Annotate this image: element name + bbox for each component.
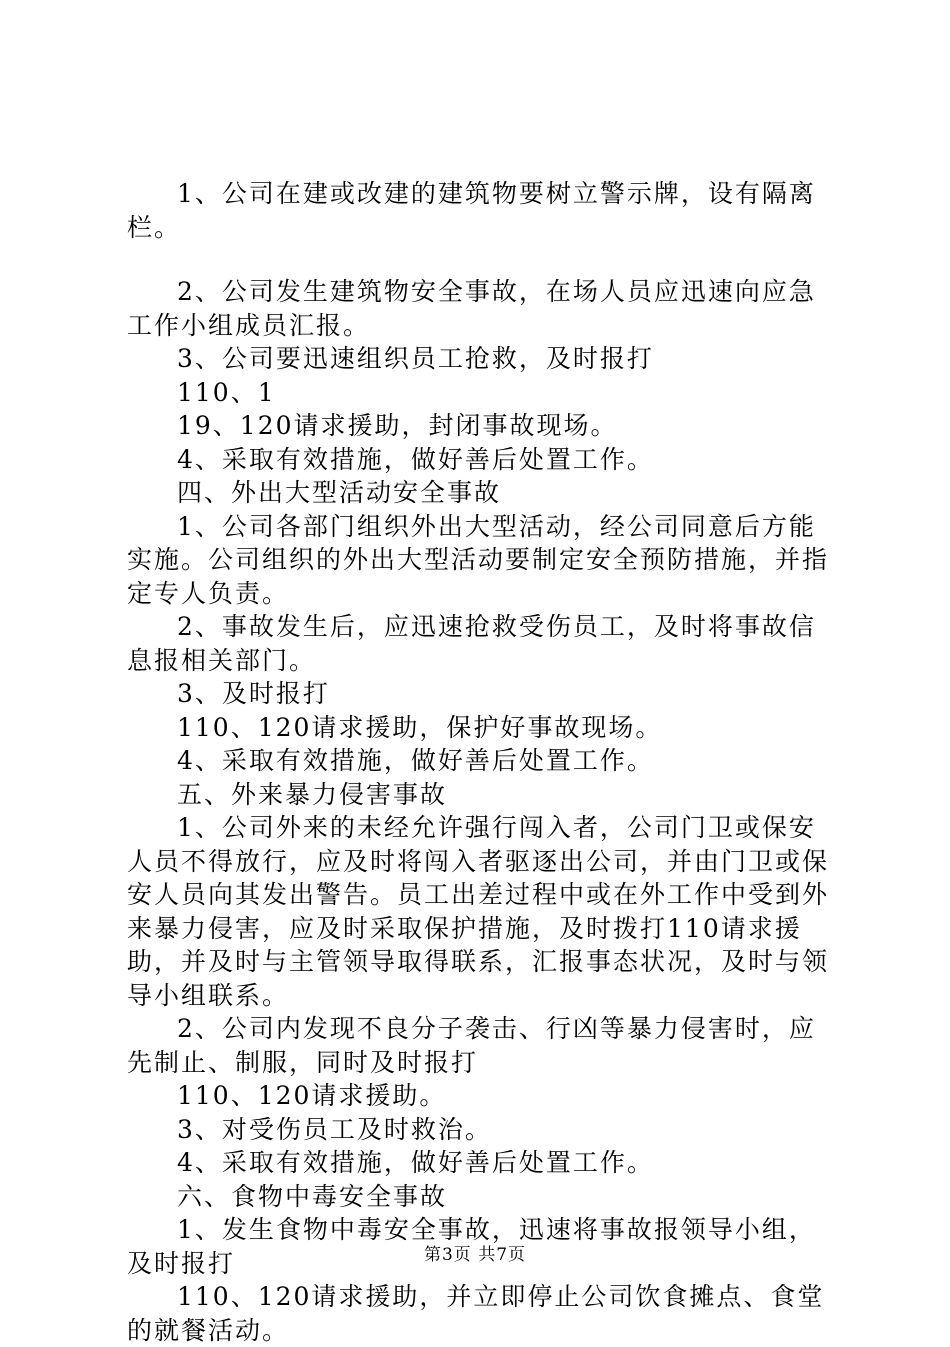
paragraph: 4、采取有效措施，做好善后处置工作。 [177,746,654,775]
paragraph: 110、120请求援助，保护好事故现场。 [177,712,663,742]
paragraph: 110、1 [177,377,276,407]
paragraph: 2、公司发生建筑物安全事故，在场人员应迅速向应急工作小组成员汇报。 [127,277,816,340]
paragraph: 19、120请求援助，封闭事故现场。 [177,411,618,440]
paragraph: 3、及时报打 [177,679,330,708]
paragraph: 3、公司要迅速组织员工抢救，及时报打 [177,344,654,373]
paragraph: 2、公司内发现不良分子袭击、行凶等暴力侵害时，应先制止、制服，同时及时报打 [127,1014,816,1077]
paragraph: 110、120请求援助，并立即停止公司饮食摊点、食堂的就餐活动。 [127,1282,825,1345]
paragraph: 110、120请求援助。 [177,1081,447,1110]
paragraph: 4、采取有效措施，做好善后处置工作。 [177,1148,654,1177]
paragraph: 1、发生食物中毒安全事故，迅速将事故报领导小组，及时报打 [127,1215,816,1278]
document-body [127,177,839,1347]
paragraph: 3、对受伤员工及时救治。 [177,1114,492,1144]
section-heading: 五、外来暴力侵害事故 [177,779,448,809]
paragraph: 4、采取有效措施，做好善后处置工作。 [177,444,654,474]
paragraph: 1、公司各部门组织外出大型活动，经公司同意后方能实施。公司组织的外出大型活动要制定安全预防措施，并指定专人负责。 [127,511,830,608]
section-heading: 六、食物中毒安全事故 [177,1181,448,1211]
paragraph: 1、公司在建或改建的建筑物要树立警示牌，设有隔离栏。 [127,179,816,242]
section-heading: 四、外出大型活动安全事故 [177,478,502,507]
page-number-footer: 第3页 共7页 [423,1245,527,1265]
paragraph: 1、公司外来的未经允许强行闯入者，公司门卫或保安人员不得放行，应及时将闯入者驱逐出公司，并由门卫或保安人员向其发出警告。员工出差过程中或在外工作中受到外来暴力侵害，应及时采取保护措施，及时拨打110请求援助，并及时与主管领导取得联系，汇报事态状况，及时与领导小组联系。 [127,813,830,1010]
paragraph-gap [127,244,839,275]
paragraph: 2、事故发生后，应迅速抢救受伤员工，及时将事故信息报相关部门。 [127,612,816,675]
